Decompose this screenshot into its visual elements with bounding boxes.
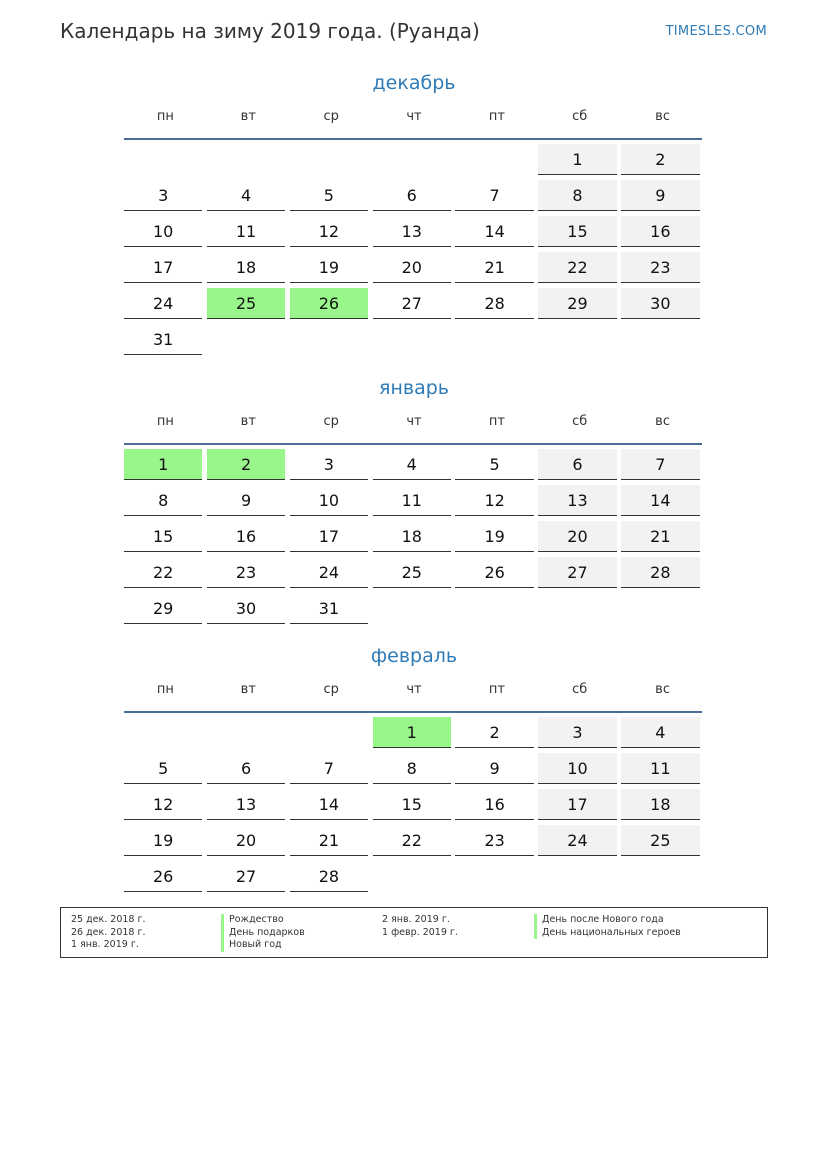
day-cell[interactable]: 20 xyxy=(207,825,285,856)
day-cell[interactable]: 5 xyxy=(455,449,533,480)
day-cell[interactable]: 22 xyxy=(373,825,451,856)
day-cell[interactable]: 24 xyxy=(538,825,616,856)
day-cell[interactable]: 14 xyxy=(290,789,368,820)
legend-holiday-name: День национальных героев xyxy=(534,927,681,940)
week-row xyxy=(124,717,704,753)
day-cell[interactable]: 8 xyxy=(124,485,202,516)
empty-day-cell xyxy=(621,861,699,892)
legend-date: 25 дек. 2018 г. xyxy=(71,914,146,925)
weekday-label: чт xyxy=(406,414,422,429)
header-divider xyxy=(124,443,702,445)
week-row xyxy=(124,521,704,557)
legend-date: 2 янв. 2019 г. xyxy=(382,914,450,925)
weekday-label: пн xyxy=(156,682,174,697)
weekday-header xyxy=(124,681,704,711)
holiday-day-cell[interactable]: 1 xyxy=(124,449,202,480)
empty-day-cell xyxy=(373,144,451,175)
day-cell[interactable]: 13 xyxy=(207,789,285,820)
day-cell[interactable]: 10 xyxy=(538,753,616,784)
week-row xyxy=(124,324,704,360)
day-cell[interactable]: 4 xyxy=(207,180,285,211)
day-cell[interactable]: 14 xyxy=(621,485,699,516)
week-row xyxy=(124,252,704,288)
day-cell[interactable]: 22 xyxy=(124,557,202,588)
day-cell[interactable]: 9 xyxy=(455,753,533,784)
header-divider xyxy=(124,138,702,140)
day-cell[interactable]: 1 xyxy=(538,144,616,175)
day-cell[interactable]: 24 xyxy=(290,557,368,588)
weekday-label: сб xyxy=(572,414,588,429)
day-cell[interactable]: 25 xyxy=(621,825,699,856)
weekday-header xyxy=(124,108,704,138)
day-cell[interactable]: 19 xyxy=(290,252,368,283)
week-row xyxy=(124,216,704,252)
day-cell[interactable]: 28 xyxy=(621,557,699,588)
day-cell[interactable]: 8 xyxy=(538,180,616,211)
weekday-label: вт xyxy=(240,414,256,429)
empty-day-cell xyxy=(373,593,451,624)
day-cell[interactable]: 3 xyxy=(124,180,202,211)
day-cell[interactable]: 23 xyxy=(621,252,699,283)
week-row xyxy=(124,861,704,897)
day-cell[interactable]: 9 xyxy=(621,180,699,211)
day-cell[interactable]: 21 xyxy=(290,825,368,856)
day-cell[interactable]: 13 xyxy=(373,216,451,247)
day-cell[interactable]: 17 xyxy=(538,789,616,820)
day-cell[interactable]: 12 xyxy=(124,789,202,820)
legend-names-right xyxy=(534,914,681,939)
day-cell[interactable]: 5 xyxy=(124,753,202,784)
weekday-label: пн xyxy=(156,109,174,124)
day-cell[interactable]: 5 xyxy=(290,180,368,211)
day-cell[interactable]: 25 xyxy=(373,557,451,588)
weekday-label: ср xyxy=(323,109,339,124)
site-link[interactable]: TIMESLES.COM xyxy=(665,24,767,39)
day-cell[interactable]: 8 xyxy=(373,753,451,784)
day-cell[interactable]: 11 xyxy=(373,485,451,516)
day-cell[interactable]: 2 xyxy=(621,144,699,175)
legend-date: 1 янв. 2019 г. xyxy=(71,939,139,950)
day-cell[interactable]: 23 xyxy=(455,825,533,856)
day-cell[interactable]: 23 xyxy=(207,557,285,588)
day-cell[interactable]: 20 xyxy=(538,521,616,552)
week-row xyxy=(124,557,704,593)
empty-day-cell xyxy=(373,861,451,892)
empty-day-cell xyxy=(290,717,368,748)
month-january xyxy=(124,375,704,629)
day-cell[interactable]: 18 xyxy=(373,521,451,552)
weekday-label: вс xyxy=(655,682,670,697)
empty-day-cell xyxy=(538,861,616,892)
weekday-header xyxy=(124,413,704,443)
empty-day-cell xyxy=(207,144,285,175)
week-row xyxy=(124,825,704,861)
day-cell[interactable]: 26 xyxy=(455,557,533,588)
empty-day-cell xyxy=(207,717,285,748)
day-cell[interactable]: 19 xyxy=(124,825,202,856)
day-cell[interactable]: 2 xyxy=(455,717,533,748)
empty-day-cell xyxy=(124,717,202,748)
day-cell[interactable]: 28 xyxy=(455,288,533,319)
day-cell[interactable]: 6 xyxy=(538,449,616,480)
day-cell[interactable]: 14 xyxy=(455,216,533,247)
legend-holiday-name: День после Нового года xyxy=(534,914,681,927)
weekday-label: вт xyxy=(240,682,256,697)
day-cell[interactable]: 27 xyxy=(207,861,285,892)
month-title: январь xyxy=(379,377,449,399)
day-cell[interactable]: 18 xyxy=(207,252,285,283)
day-cell[interactable]: 6 xyxy=(373,180,451,211)
week-row xyxy=(124,485,704,521)
week-row xyxy=(124,593,704,629)
day-cell[interactable]: 16 xyxy=(621,216,699,247)
day-cell[interactable]: 15 xyxy=(538,216,616,247)
empty-day-cell xyxy=(455,593,533,624)
day-cell[interactable]: 10 xyxy=(290,485,368,516)
weekday-label: пн xyxy=(156,414,174,429)
empty-day-cell xyxy=(290,144,368,175)
legend-holiday-name: День подарков xyxy=(221,927,305,940)
month-grid xyxy=(124,717,704,897)
day-cell[interactable]: 12 xyxy=(455,485,533,516)
day-cell[interactable]: 7 xyxy=(455,180,533,211)
day-cell[interactable]: 21 xyxy=(621,521,699,552)
legend-date: 26 дек. 2018 г. xyxy=(71,926,146,938)
day-cell[interactable]: 4 xyxy=(373,449,451,480)
week-row xyxy=(124,288,704,324)
empty-day-cell xyxy=(207,324,285,355)
day-cell[interactable]: 13 xyxy=(538,485,616,516)
weekday-label: ср xyxy=(323,682,339,697)
day-cell[interactable]: 19 xyxy=(455,521,533,552)
day-cell[interactable]: 21 xyxy=(455,252,533,283)
empty-day-cell xyxy=(455,861,533,892)
day-cell[interactable]: 16 xyxy=(455,789,533,820)
month-december xyxy=(124,70,704,360)
day-cell[interactable]: 10 xyxy=(124,216,202,247)
week-row xyxy=(124,180,704,216)
day-cell[interactable]: 27 xyxy=(538,557,616,588)
weekday-label: пт xyxy=(488,109,505,124)
day-cell[interactable]: 27 xyxy=(373,288,451,319)
day-cell[interactable]: 16 xyxy=(207,521,285,552)
month-grid xyxy=(124,449,704,629)
day-cell[interactable]: 15 xyxy=(124,521,202,552)
day-cell[interactable]: 11 xyxy=(621,753,699,784)
day-cell[interactable]: 12 xyxy=(290,216,368,247)
weekday-label: чт xyxy=(406,682,422,697)
empty-day-cell xyxy=(373,324,451,355)
month-february xyxy=(124,643,704,897)
day-cell[interactable]: 31 xyxy=(290,593,368,624)
day-cell[interactable]: 22 xyxy=(538,252,616,283)
month-title: декабрь xyxy=(372,72,456,94)
empty-day-cell xyxy=(124,144,202,175)
day-cell[interactable]: 31 xyxy=(124,324,202,355)
empty-day-cell xyxy=(455,144,533,175)
weekday-label: чт xyxy=(406,109,422,124)
day-cell[interactable]: 3 xyxy=(538,717,616,748)
day-cell[interactable]: 15 xyxy=(373,789,451,820)
header-divider xyxy=(124,711,702,713)
week-row xyxy=(124,144,704,180)
holiday-legend xyxy=(60,907,768,958)
legend-date: 1 февр. 2019 г. xyxy=(382,926,458,938)
month-title: февраль xyxy=(370,645,458,667)
week-row xyxy=(124,449,704,485)
weekday-label: сб xyxy=(572,109,588,124)
legend-names-left xyxy=(221,914,305,952)
month-grid xyxy=(124,144,704,360)
day-cell[interactable]: 29 xyxy=(538,288,616,319)
weekday-label: пт xyxy=(488,682,505,697)
legend-dates-right xyxy=(382,914,458,939)
day-cell[interactable]: 29 xyxy=(124,593,202,624)
day-cell[interactable]: 26 xyxy=(124,861,202,892)
day-cell[interactable]: 9 xyxy=(207,485,285,516)
weekday-label: сб xyxy=(572,682,588,697)
empty-day-cell xyxy=(621,324,699,355)
legend-holiday-name: Рождество xyxy=(221,914,305,927)
empty-day-cell xyxy=(290,324,368,355)
empty-day-cell xyxy=(538,593,616,624)
empty-day-cell xyxy=(621,593,699,624)
day-cell[interactable]: 17 xyxy=(290,521,368,552)
day-cell[interactable]: 11 xyxy=(207,216,285,247)
day-cell[interactable]: 4 xyxy=(621,717,699,748)
weekday-label: вт xyxy=(240,109,256,124)
day-cell[interactable]: 30 xyxy=(621,288,699,319)
legend-dates-left xyxy=(71,914,146,952)
empty-day-cell xyxy=(455,324,533,355)
day-cell[interactable]: 28 xyxy=(290,861,368,892)
day-cell[interactable]: 6 xyxy=(207,753,285,784)
weekday-label: вс xyxy=(655,109,670,124)
weekday-label: ср xyxy=(323,414,339,429)
legend-holiday-name: Новый год xyxy=(221,939,305,952)
page-title: Календарь на зиму 2019 года. (Руанда) xyxy=(60,19,480,43)
day-cell[interactable]: 3 xyxy=(290,449,368,480)
day-cell[interactable]: 7 xyxy=(290,753,368,784)
day-cell[interactable]: 18 xyxy=(621,789,699,820)
day-cell[interactable]: 24 xyxy=(124,288,202,319)
day-cell[interactable]: 20 xyxy=(373,252,451,283)
holiday-day-cell[interactable]: 2 xyxy=(207,449,285,480)
holiday-day-cell[interactable]: 1 xyxy=(373,717,451,748)
day-cell[interactable]: 30 xyxy=(207,593,285,624)
empty-day-cell xyxy=(538,324,616,355)
holiday-day-cell[interactable]: 26 xyxy=(290,288,368,319)
week-row xyxy=(124,753,704,789)
holiday-day-cell[interactable]: 25 xyxy=(207,288,285,319)
week-row xyxy=(124,789,704,825)
weekday-label: пт xyxy=(488,414,505,429)
weekday-label: вс xyxy=(655,414,670,429)
day-cell[interactable]: 17 xyxy=(124,252,202,283)
day-cell[interactable]: 7 xyxy=(621,449,699,480)
